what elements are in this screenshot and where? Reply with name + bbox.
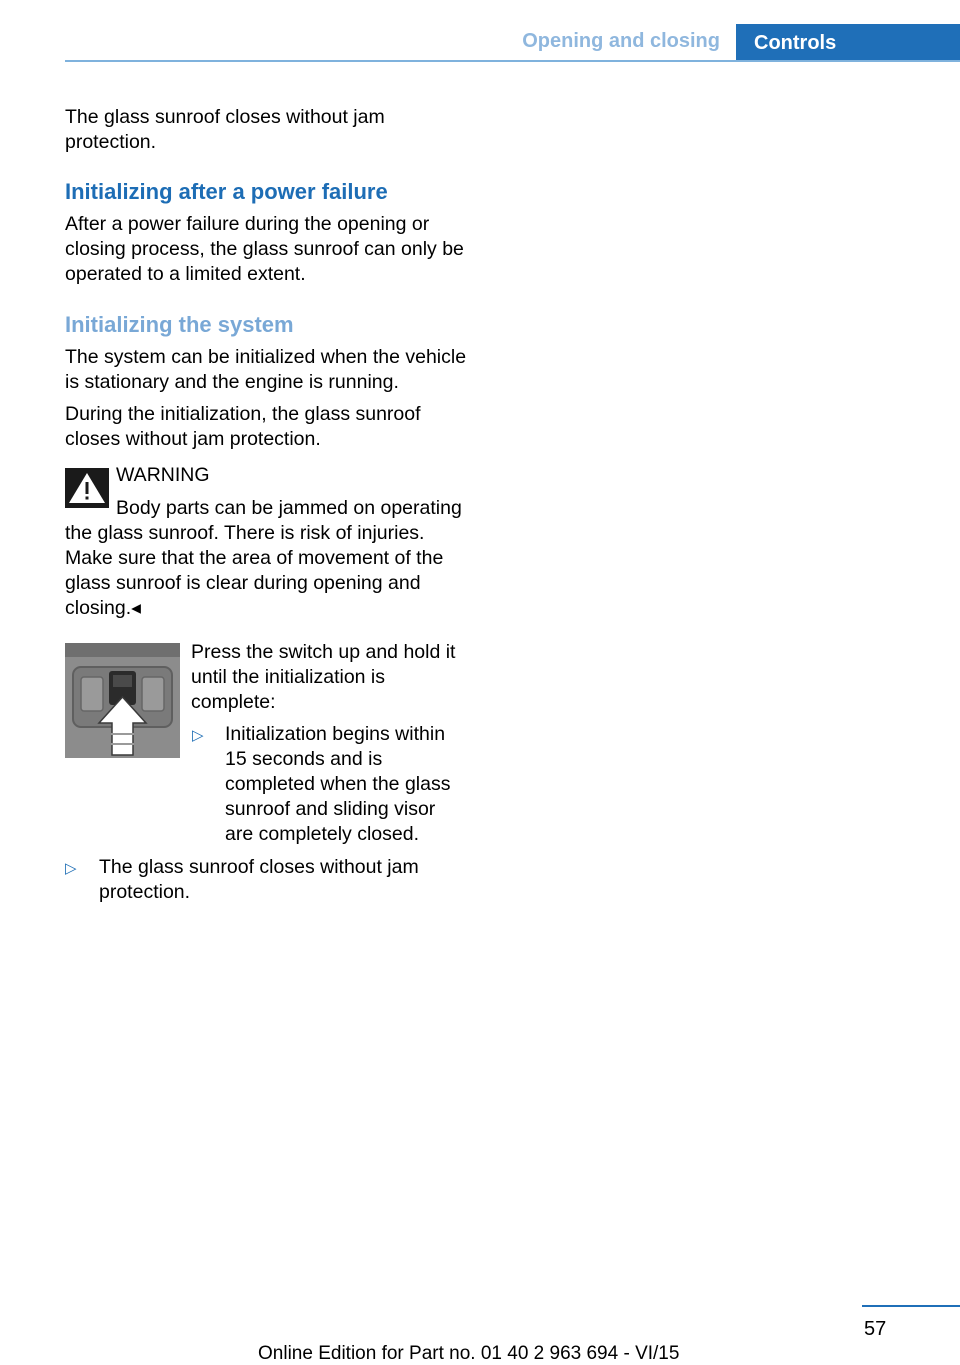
paragraph-system-1: The system can be initialized when the vehicle is stationary and the engine is running. (65, 346, 467, 393)
heading-initializing-system: Initializing the system (65, 312, 294, 337)
header-rule (65, 60, 960, 62)
page-number: 57 (864, 1318, 887, 1340)
paragraph-power-failure: After a power failure during the opening or closing process, the glass sunroof can only be operated to a limited extent. (65, 213, 464, 285)
header-section-title: Opening and closing (522, 30, 720, 52)
header-chapter-tab: Controls (736, 24, 960, 62)
bullet-item-1: Initialization begins within 15 seconds and is completed when the glass sunroof and sliding visor are completely closed. (225, 723, 451, 845)
instruction-paragraph: Press the switch up and hold it until the initialization is complete: (191, 641, 456, 713)
sunroof-switch-photo (65, 643, 180, 758)
heading-power-failure: Initializing after a power failure (65, 179, 388, 204)
bullet-marker-2: ▷ (65, 860, 77, 877)
paragraph-system-2: During the initialization, the glass sunroof closes without jam protection. (65, 403, 421, 450)
bullet-marker-1: ▷ (192, 727, 204, 744)
bullet-item-2: The glass sunroof closes without jam protection. (99, 856, 419, 903)
edition-line: Online Edition for Part no. 01 40 2 963 694 - VI/15 (258, 1343, 680, 1364)
warning-block (65, 463, 475, 623)
warning-text: Body parts can be jammed on operating the glass sunroof. There is risk of injuries. Make sure that the area of movement of the glass sunroof is clear during opening and closing.◂ (65, 497, 462, 619)
warning-title: WARNING (116, 464, 210, 486)
footer-rule (862, 1305, 960, 1307)
overhead-console-illustration (65, 643, 180, 758)
intro-paragraph: The glass sunroof closes without jam protection. (65, 106, 385, 153)
